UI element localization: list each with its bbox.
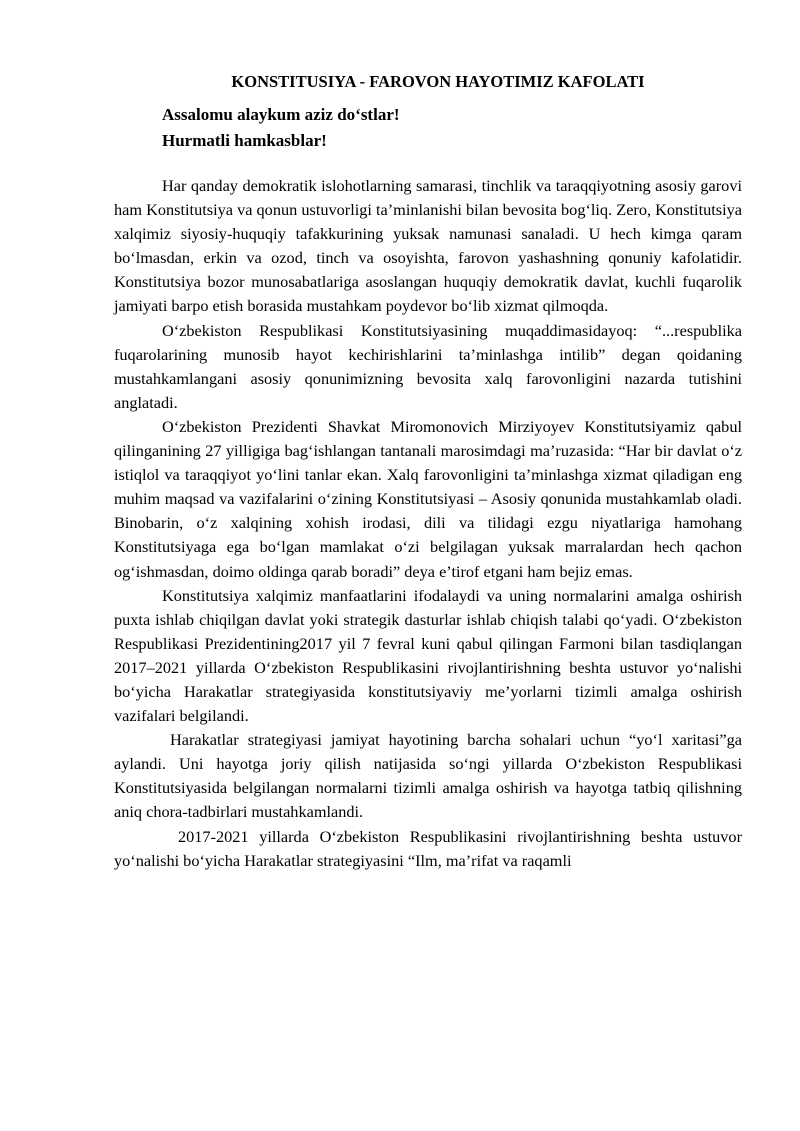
body-paragraph: 2017-2021 yillarda O‘zbekiston Respublikasini rivojlantirishning beshta ustuvor yo‘nalishi bo‘yicha Harakatlar strategiyasini “Ilm, ma’rifat va raqamli — [114, 826, 742, 870]
body-paragraph: O‘zbekiston Prezidenti Shavkat Miromonovich Mirziyoyev Konstitutsiyamiz qabul qilinganining 27 yilligiga bag‘ishlangan tantanali marosimdagi ma’ruzasida: “Har bir davlat o‘z istiqlol va taraqqiyot yo‘lini tanlar ekan. Xalq farovonligini ta’minlashga xizmat qiladigan eng muhim maqsad va vazifalarini o‘zining Konstitutsiyasi – Asosiy qonunida mustahkamlab oladi. Binobarin, o‘z xalqining xohish irodasi, dili va tilidagi ezgu niyatlariga hamohang Konstitutsiyaga ega bo‘lgan mamlakat o‘zi belgilagan yuksak marralardan hech qachon og‘ishmasdan, doimo oldinga qarab boradi” deya e’tirof etgani ham bejiz emas. — [114, 416, 742, 581]
greeting-line: Assalomu alaykum aziz do‘stlar! — [162, 105, 400, 124]
document-title: KONSTITUSIYA - FAROVON HAYOTIMIZ KAFOLATI — [231, 72, 645, 91]
document-page — [114, 70, 742, 873]
body-paragraph: Har qanday demokratik islohotlarning samarasi, tinchlik va taraqqiyotning asosiy garovi ham Konstitutsiya va qonun ustuvorligi ta’minlanishi bilan bevosita bog‘liq. Zero, Konstitutsiya xalqimiz siyosiy-huquqiy tafakkurining yuksak namunasi sanaladi. U hech kimga qaram bo‘lmasdan, erkin va ozod, tinch va osoyishta, farovon yashashning qonuniy kafolatidir. Konstitutsiya bozor munosabatlariga asoslangan huquqiy demokratik davlat, kuchli fuqarolik jamiyati barpo etish borasida mustahkam poydevor bo‘lib xizmat qilmoqda. — [114, 176, 742, 316]
body-paragraph: O‘zbekiston Respublikasi Konstitutsiyasining muqaddimasidayoq: “...respublika fuqarolarining munosib hayot kechirishlarini ta’minlashga intilib” degan qoidaning mustahkamlangani asosiy qonunimizning bevosita xalq farovonligini nazarda tutishini anglatadi. — [114, 320, 742, 412]
body-paragraph: Harakatlar strategiyasi jamiyat hayotining barcha sohalari uchun “yo‘l xaritasi”ga aylandi. Uni hayotga joriy qilish natijasida so‘ngi yillarda O‘zbekiston Respublikasi Konstitutsiyasida belgilangan normalarni tizimli amalga oshirish va hayotga tatbiq qilishning aniq chora-tadbirlari mustahkamlandi. — [114, 730, 742, 822]
body-paragraph: Konstitutsiya xalqimiz manfaatlarini ifodalaydi va uning normalarini amalga oshirish puxta ishlab chiqilgan davlat yoki strategik dasturlar ishlab chiqish talabi qo‘yadi. O‘zbekiston Respublikasi Prezidentining2017 yil 7 fevral kuni qabul qilingan Farmoni bilan tasdiqlangan 2017–2021 yillarda O‘zbekiston Respublikasini rivojlantirishning beshta ustuvor yo‘nalishi bo‘yicha Harakatlar strategiyasida konstitutsiyaviy me’yorlarni tizimli amalga oshirish vazifalari belgilandi. — [114, 585, 742, 726]
greeting-line: Hurmatli hamkasblar! — [162, 131, 327, 150]
greeting-block — [114, 102, 742, 154]
